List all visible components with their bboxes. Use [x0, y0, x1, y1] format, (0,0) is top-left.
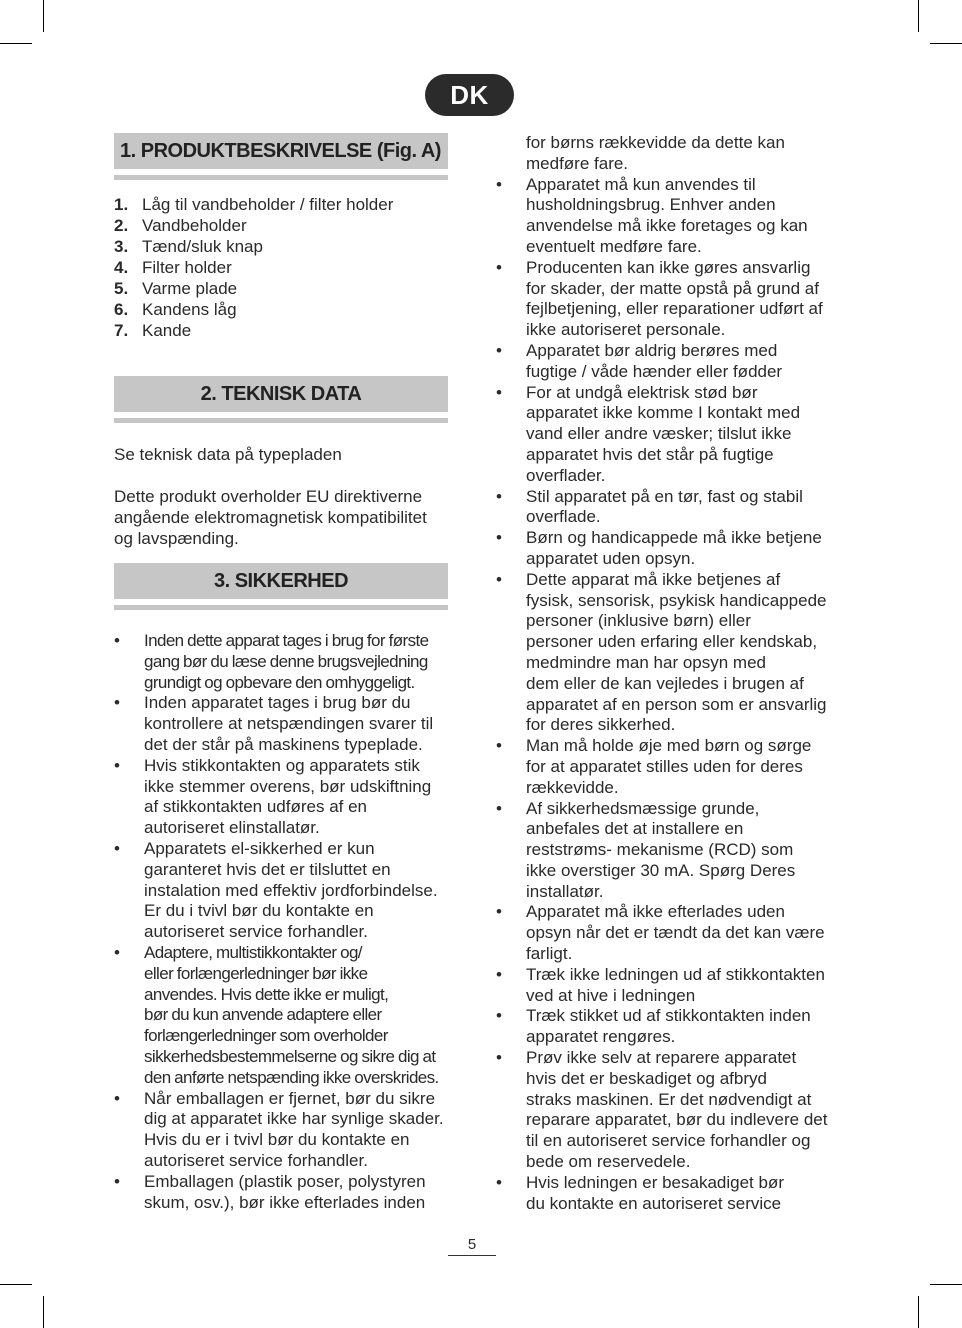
list-item: [496, 175, 841, 258]
crop-mark: [918, 0, 919, 32]
list-item: [496, 1048, 841, 1173]
bullet-icon: •: [496, 257, 502, 277]
list-item: [496, 902, 841, 964]
list-item: [114, 631, 454, 693]
bullet-text: Af sikkerhedsmæssige grunde, anbefales det at installere en reststrøms- mekanisme (RCD) som ikke overstiger 30 mA. Spørg Deres installatør.: [526, 798, 796, 901]
section-divider: [114, 175, 448, 180]
bullet-icon: •: [496, 382, 502, 402]
list-item: [496, 341, 841, 383]
bullet-text: Hvis ledningen er besakadiget bør du kontakte en autoriseret service: [526, 1172, 784, 1213]
bullet-icon: •: [496, 1048, 502, 1068]
item-number: 7.: [114, 321, 129, 340]
list-item: [114, 278, 448, 299]
section-heading-teknisk-data: 2. TEKNISK DATA: [114, 376, 448, 412]
bullet-icon: •: [114, 631, 120, 650]
bullet-icon: •: [114, 1088, 120, 1108]
bullet-text: Stil apparatet på en tør, fast og stabil overflade.: [526, 486, 803, 527]
item-number: 2.: [114, 216, 129, 235]
bullet-text: Inden dette apparat tages i brug for første gang bør du læse denne brugsvejledning grundigt og opbevare den omhyggeligt.: [144, 631, 429, 692]
list-item: [496, 258, 841, 341]
bullet-text: for børns rækkevidde da dette kan medføre fare.: [526, 133, 785, 173]
crop-mark: [930, 1284, 962, 1285]
section-divider: [114, 418, 448, 423]
list-item: [496, 965, 841, 1007]
item-number: 5.: [114, 279, 129, 298]
list-item: [114, 1172, 454, 1214]
item-text: Vandbeholder: [142, 216, 247, 235]
item-number: 6.: [114, 300, 129, 319]
item-number: 1.: [114, 195, 129, 214]
list-item: [496, 1006, 841, 1048]
item-text: Filter holder: [142, 258, 232, 277]
parts-list: [114, 194, 448, 341]
eu-compliance-text: Dette produkt overholder EU direktiverne angående elektromagnetisk kompatibilitet og lavspænding.: [114, 487, 427, 548]
bullet-text: Inden apparatet tages i brug bør du kontrollere at netspændingen svarer til det der står på maskinens typeplade.: [144, 693, 434, 754]
list-item: [114, 839, 454, 943]
list-item: [114, 236, 448, 257]
bullet-icon: •: [114, 1171, 120, 1191]
list-item: [114, 1089, 454, 1172]
safety-list-right: [496, 133, 841, 1214]
bullet-text: Dette apparat må ikke betjenes af fysisk, sensorisk, psykisk handicappede personer (inklusive børn) eller personer uden erfaring eller kendskab, medmindre man har opsyn med dem eller de kan vejledes i brugen af apparatet af en person som er ansvarlig for deres sikkerhed.: [526, 569, 827, 735]
bullet-text: Man må holde øje med børn og sørge for at apparatet stilles uden for deres rækkevidde.: [526, 736, 812, 797]
language-badge: DK: [425, 74, 514, 116]
crop-mark: [918, 1296, 919, 1328]
list-item: [114, 194, 448, 215]
bullet-icon: •: [114, 942, 120, 962]
bullet-text: Apparatets el-sikkerhed er kun garanteret hvis det er tilsluttet en instalation med effektiv jordforbindelse. Er du i tvivl bør du kontakte en autoriseret service forhandler.: [144, 838, 438, 942]
bullet-text: For at undgå elektrisk stød bør apparatet ikke komme I kontakt med vand eller andre væsker; tilslut ikke apparatet hvis det står på fugtige overflader.: [526, 382, 801, 485]
page-number: 5: [467, 1236, 477, 1253]
bullet-icon: •: [496, 964, 502, 984]
item-number: 4.: [114, 258, 129, 277]
item-text: Kande: [142, 321, 192, 340]
list-item: [496, 570, 841, 736]
list-item: [114, 299, 448, 320]
bullet-icon: •: [496, 174, 502, 194]
bullet-icon: •: [496, 1172, 502, 1192]
list-item: [496, 383, 841, 487]
bullet-text: Apparatet må kun anvendes til husholdningsbrug. Enhver anden anvendelse må ikke foretages og kan eventuelt medføre fare.: [526, 174, 808, 256]
list-item: [114, 943, 454, 1089]
bullet-text: Producenten kan ikke gøres ansvarlig for skader, der matte opstå på grund af fejlbetjening, eller reparationer udført af ikke autoriseret personale.: [526, 257, 823, 340]
list-item: [496, 736, 841, 798]
page-number-rule: [448, 1255, 496, 1256]
safety-list-left: [114, 631, 454, 1213]
bullet-icon: •: [496, 528, 502, 548]
list-item: [114, 756, 454, 839]
bullet-icon: •: [114, 693, 120, 713]
list-item: [496, 1173, 841, 1215]
item-text: Tænd/sluk knap: [142, 237, 263, 256]
bullet-text: Apparatet må ikke efterlades uden opsyn når det er tændt da det kan være farligt.: [526, 902, 825, 964]
bullet-text: Børn og handicappede må ikke betjene apparatet uden opsyn.: [526, 528, 822, 568]
section-heading-sikkerhed: 3. SIKKERHED: [114, 563, 448, 599]
technical-data-note: Se teknisk data på typepladen: [114, 445, 342, 464]
list-item: [114, 320, 448, 341]
bullet-icon: •: [496, 736, 502, 756]
bullet-icon: •: [496, 340, 502, 360]
list-item: [114, 693, 454, 755]
bullet-text: Når emballagen er fjernet, bør du sikre dig at apparatet ikke har synlige skader. Hvis du er i tvivl bør du kontakte en autoriseret service forhandler.: [144, 1088, 444, 1170]
bullet-icon: •: [496, 798, 502, 818]
list-item: [496, 528, 841, 570]
list-item: [496, 799, 841, 903]
crop-mark: [930, 43, 962, 44]
bullet-text: Apparatet bør aldrig berøres med fugtige / våde hænder eller fødder: [526, 340, 783, 381]
crop-mark: [43, 0, 44, 32]
section-heading-produktbeskrivelse: 1. PRODUKTBESKRIVELSE (Fig. A): [114, 133, 448, 169]
bullet-text: Emballagen (plastik poser, polystyren skum, osv.), bør ikke efterlades inden: [144, 1171, 426, 1212]
item-text: Kandens låg: [142, 300, 237, 319]
bullet-icon: •: [114, 838, 120, 858]
bullet-icon: •: [114, 755, 120, 775]
item-text: Varme plade: [142, 279, 238, 298]
list-item: [496, 487, 841, 529]
crop-mark: [0, 43, 32, 44]
bullet-text: Træk ikke ledningen ud af stikkontakten ved at hive i ledningen: [526, 964, 825, 1005]
list-item: [114, 257, 448, 278]
bullet-icon: •: [496, 569, 502, 589]
item-text: Låg til vandbeholder / filter holder: [142, 195, 394, 214]
bullet-text: Prøv ikke selv at reparere apparatet hvis det er beskadiget og afbryd straks maskinen. Er det nødvendigt at reparare apparatet, bør du indlevere det til en autoriseret service forhandler og bede om reservedele.: [526, 1048, 828, 1172]
crop-mark: [43, 1296, 44, 1328]
bullet-icon: •: [496, 902, 502, 922]
list-item-continuation: [496, 133, 841, 175]
bullet-text: Træk stikket ud af stikkontakten inden apparatet rengøres.: [526, 1006, 811, 1047]
bullet-icon: •: [496, 1006, 502, 1026]
crop-mark: [0, 1284, 32, 1285]
section-divider: [114, 605, 448, 610]
bullet-text: Adaptere, multistikkontakter og/ eller forlængerledninger bør ikke anvendes. Hvis dette ikke er muligt, bør du kun anvende adaptere eller forlængerledninger som overholder sikkerhedsbestemmelserne og sikre dig at den anførte netspænding ikke overskrides.: [144, 942, 439, 1087]
bullet-text: Hvis stikkontakten og apparatets stik ikke stemmer overens, bør udskiftning af stikkontakten udføres af en autoriseret elinstallatør.: [144, 755, 432, 838]
list-item: [114, 215, 448, 236]
bullet-icon: •: [496, 486, 502, 506]
item-number: 3.: [114, 237, 129, 256]
